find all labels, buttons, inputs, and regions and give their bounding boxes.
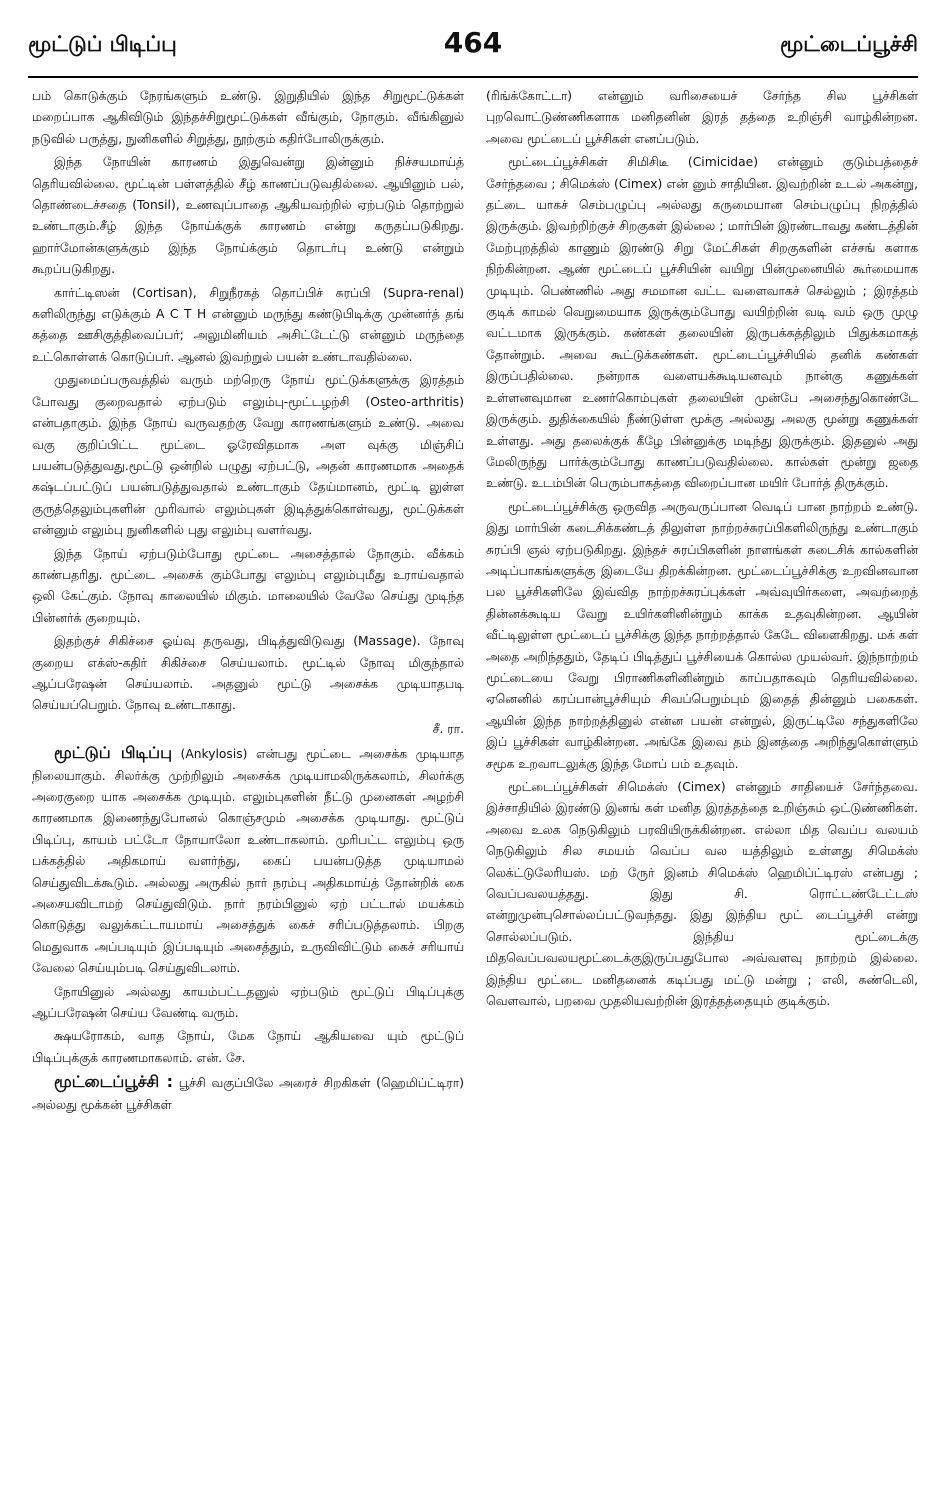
paragraph	[32, 1071, 464, 1116]
paragraph-text: இதற்குச் சிகிச்சை ஓய்வு தருவது, பிடித்துவிடுவது (Massage). நோவு குறைய எக்ஸ்-கதிர் சிகிச்சை செய்யலாம். மூட்டில் நோவு மிகுந்தால் ஆப்பரேஷன் செய்யலாம். அதனுல் மூட்டு அசைக்க முடியாதபடி செய்யப்பெறும். நோவு உண்டாகாது.	[32, 634, 464, 713]
page-number: 464	[443, 26, 503, 59]
entry-heading: மூட்டைப்பூச்சி :	[54, 1072, 173, 1092]
running-head-left: மூட்டுப் பிடிப்பு	[28, 32, 177, 56]
paragraph-text: நோயினுல் அல்லது காயம்பட்டதனுல் ஏற்படும் மூட்டுப் பிடிப்புக்கு ஆப்பரேஷன் செய்ய வேண்டி வரும்.	[32, 984, 464, 1021]
paragraph	[32, 1026, 464, 1069]
paragraph	[486, 152, 918, 495]
paragraph-text: இந்த நோய் ஏற்படும்போது மூட்டை அசைத்தால் நோகும். வீக்கம் காண்பதரிது. மூட்டை அசைக் கும்போது எலும்பு எலும்புமீது உராய்வதால் ஒலி கேட்கும். நோவு காலையில் மிகும். மாலையில் வேலே செய்து முடிந்த பின்னர்க் குறையும்.	[32, 546, 464, 625]
paragraph-text: மூட்டைப்பூச்சிகள் சிமிசிடீ (Cimicidae) என்னும் குடும்பத்தைச் சேர்ந்தவை ; சிமெக்ஸ் (Cimex) என் னும் சாதியின. இவற்றின் உடல் அகன்று, தட்டை யாகச் செம்பழுப்பு அல்லது கருமையான செம்பழுப்பு நிறத்தில் இருக்கும். இவற்றிற்குச் சிறகுகள் இல்லை ; மார்பின் இரண்டாவது கண்டத்தின் மேற்புறத்தில் காணும் இரண்டு சிறு மேட்சிகள் சிறகுகளின் எச்சங் களாக நிற்கின்றன. ஆண் மூட்டைப் பூச்சியின் வயிறு பின்முனையில் கூர்மையாக முடியும். பெண்ணில் அது சமமான வட்ட வளைவாகச் செல்லும் ; இரத்தம் குடிக் காமல் வெறுமையாக இருக்கும்போது வயிற்றின் வடி வம் ஒரு முழு வட்டமாக இருக்கும். கண்கள் தலையின் இருபக்கத்திலும் பிதுக்கமாகத் தோன்றும். அவை கூட்டுக்கண்கள். மூட்டைப்பூச்சியில் தனிக் கண்கள் இருப்பதில்லை. நன்றாக வளையக்கூடியனவும் நான்கு கணுக்கள் உள்ளனவுமான உணர்கொம்புகள் தலையின் முன்பே அசைந்துகொண்டே இருக்கும். துதிக்கையில் நீண்டுள்ள மூக்கு அல்லது அலகு மூன்று கணுக்கள் உள்ளது. அது தலைக்குக் கீழே பின்னுக்கு மடிந்து இருக்கும். இதனுல் அது மேலிருந்து பார்க்கும்போது காணப்படுவதில்லை. கால்கள் மூன்று ஜதை உண்டு. உடம்பின் பெரும்பாகத்தை விறைப்பான மயிர் போர்த் திருக்கும்.	[486, 155, 918, 491]
page-header	[28, 26, 918, 70]
paragraph-text: க்ஷயரோகம், வாத நோய், மேக நோய் ஆகியவை யும் மூட்டுப் பிடிப்புக்குக் காரணமாகலாம். என். சே.	[32, 1029, 464, 1065]
paragraph	[32, 544, 464, 630]
right-column	[486, 86, 918, 1481]
paragraph-text: இந்த நோயின் காரணம் இதுவென்று இன்னும் நிச்சயமாய்த் தெரியவில்லை. மூட்டின் பள்ளத்தில் சீழ் காணப்படுவதில்லை. ஆயினும் பல், தொண்டைச்சதை (Tonsil), உணவுப்பாதை ஆகியவற்றில் ஏற்படும் தொற்றுல் உண்டாகும்.சீழ் இந்த நோய்க்குக் காரணம் என்று கருதப்படுகிறது. ஹார்மோன்களுக்கும் இந்த நோய்க்கும் தொடர்பு உண்டு என்றும் கூறப்படுகிறது.	[32, 155, 464, 277]
paragraph-text: மூட்டைப்பூச்சிகள் சிமெக்ஸ் (Cimex) என்னும் சாதியைச் சேர்ந்தவை. இச்சாதியில் இரண்டு இனங் கள் மனித இரத்தத்தை உறிஞ்சும் ஒட்டுண்ணிகள். அவை உலக நெடுகிலும் பரவியிருக்கின்றன. எல்லா மித வெப்ப வலயம் நெடுகிலும் சில சமயம் வெப்ப வல யத்திலும் உள்ளது சிமெக்ஸ் லெக்ட்டுலேரியஸ். மற் ருேர் இனம் சிமெக்ஸ் ஹெமிப்ட்டிரஸ் என்பது ; வெப்பவலயத்தது. இது சி. ரொட்டண்டேட்டஸ் என்றுமுன்புசொல்லப்பட்டுவந்தது. இது இந்திய மூட் டைப்பூச்சி என்று சொல்லப்படும். இந்திய மூட்டைக்கு மிதவெப்பவலயமூட்டைக்குஇருப்பதுபோல அவ்வளவு நாற்றம் இல்லை. இந்திய மூட்டை மனிதனைக் கடிப்பது மட்டு மன்று ; எலி, சுண்டெலி, வௌவால், பறவை முதலியவற்றின் இரத்தத்தையும் குடிக்கும்.	[486, 780, 918, 1009]
header-rule	[28, 76, 918, 78]
paragraph	[32, 719, 464, 740]
paragraph-text: முதுமைப்பருவத்தில் வரும் மற்றெரு நோய் மூட்டுக்களுக்கு இரத்தம் போவது குறைவதால் ஏற்படும் எலும்பு-மூட்டழற்சி (Osteo-arthritis) என்பதாகும். இந்த நோய் வருவதற்கு வேறு காரணங்களும் உண்டு. அவை வகு குறிப்பிட்ட மூட்டை ஓரேவிதமாக அள வுக்கு மிஞ்சிப் பயன்படுத்துவது.மூட்டு ஒன்றில் பழுது ஏற்பட்டு, அதன் காரணமாக அதைக் கஷ்டப்பட்டுப் பயன்படுத்துவதால் உண்டாகும் தேய்மானம், மூட்டி லுள்ள குருத்தெலும்புகளின் முரிவால் எலும்புகள் இடித்துக்கொள்வது, மூட்டுக்கள் என்னும் எலும்பு நுனிகளில் புது எலும்பு வளர்வது.	[32, 373, 464, 538]
paragraph	[32, 742, 464, 979]
paragraph-text: பம் கொடுக்கும் நேரங்களும் உண்டு. இறுதியில் இந்த சிறுமூட்டுக்கள் மறைப்பாக ஆகிவிடும் இந்தச்சிறுமூட்டுக்கள் வீங்கும், நோகும். வீங்கினுல் நடுவில் பருத்து, நுனிகளில் சிறுத்து, நூற்கும் கதிர்போலிருக்கும்.	[32, 89, 464, 146]
paragraph-text: பூச்சி வகுப்பிலே அரைச் சிறகிகள் (ஹெமிப்ட்டிரா) அல்லது மூக்கன் பூச்சிகள்	[32, 1076, 464, 1112]
paragraph	[486, 86, 918, 150]
entry-heading: மூட்டுப் பிடிப்பு	[54, 743, 172, 763]
paragraph-text: கார்ட்டிஸன் (Cortisan), சிறுநீரகத் தொப்பிச் சுரப்பி (Supra-renal) களிலிருந்து எடுக்கும் A C T H என்னும் மருந்து கண்டுபிடிக்கு முன்னர்த் தங் கத்தை ஊசிகுத்திவைப்பர்; அலுமினியம் அசிட்டேட்டு என்னும் மருந்தை உட்கொள்ளக் கொடுப்பர். ஆனல் இவற்றுல் பயன் உண்டாவதில்லை.	[32, 285, 464, 364]
paragraph	[32, 86, 464, 150]
paragraph	[32, 152, 464, 280]
paragraph-text: மூட்டைப்பூச்சிக்கு ஒருவித அருவருப்பான வெடிப் பான நாற்றம் உண்டு. இது மார்பின் கடைசிக்கண்டத் திலுள்ள நாற்றச்சுரப்பிகளிலிருந்து உண்டாகும் சுரப்பி ஞல் ஏற்படுகிறது. இந்தச் சுரப்பிகளின் நாளங்கள் கடைசிக் கால்களின் அடிப்பாகங்களுக்கு இடையே திறக்கின்றன. மூட்டைப்பூச்சிக்கு உறவினவான பல பூச்சிகளிலே இவ்வித நாற்றச்சுரப்புக்கள் அவ்வுயிர்களை, அவற்றைத் தின்னக்கூடிய வேறு உயிர்களினின்றும் காக்க உதவுகின்றன. ஆயின் வீட்டிலுள்ள மூட்டைப் பூச்சிக்கு இந்த நாற்றத்தால் கேடே விளைகிறது. மக் கள் அதை அறிந்ததும், தேடிப் பிடித்துப் பூச்சியைக் கொல்ல முயல்வர். இந்நாற்றம் மூட்டையை வேறு பிராணிகளினின்றும் காப்பதாகவும் தெரியவில்லை. ஏனெனில் கரப்பான்பூச்சியும் சிவப்பெறும்பும் இதைத் தின்னும் பகைகள். ஆயின் இந்த நாற்றத்தினுல் என்ன பயன் என்றுல், இருட்டிலே சந்துகளிலே இப் பூச்சிகள் வாழ்கின்றன. அங்கே இவை தம் இனத்தை அறிந்துகொள்ளும் சமூக உறவாடலுக்கு இந்த மோப் பம் உதவும்.	[486, 499, 918, 771]
paragraph-text: (Ankylosis) என்பது மூட்டை அசைக்க முடியாத நிலையாகும். சிலர்க்கு முற்றிலும் அசைக்க முடியாமலிருக்கலாம், சிலர்க்கு அரைகுறை யாக அசைக்க முடியும். எலும்புகளின் நீட்டு முனைகள் அழற்சி காரணமாக இணைந்துபோனல் கொஞ்சமும் அசைக்க முடியாது. மூட்டுப் பிடிப்பு, காயம் பட்டோ நோயாலோ உண்டாகலாம். முரிபட்ட எலும்பு ஒரு பக்கத்தில் அதிகமாய் வளர்ந்து, கைப் பயன்படுத்த முடியாமல் செய்துவிடக்கூடும். அல்லது அருகில் நார் நரம்பு அதிகமாய்த் தோன்றிக் கை அசையவிடாமற் செய்துவிடும். நார் நரம்பினுல் ஏற் பட்டால் மயக்கம் கொடுத்து வலுக்கட்டாயமாய் அசைத்துக் கைச் சரிப்படுத்தலாம். பிறகு மெதுவாக அப்படியும் இப்படியும் அசைத்தும், உருவிவிட்டும் கைச் சரியாய் வேலை செய்யும்படி செய்துவிடலாம்.	[32, 747, 464, 976]
paragraph-text: சீ. ரா.	[432, 721, 464, 736]
left-column	[32, 86, 464, 1481]
paragraph	[32, 370, 464, 541]
paragraph	[486, 497, 918, 775]
paragraph-text: (ரிங்க்கோட்டா) என்னும் வரிசையைச் சேர்ந்த சில பூச்சிகள் புறவொட்டுண்ணிகளாக மனிதனின் இரத் தத்தை உறிஞ்சி வாழ்கின்றன. அவை மூட்டைப் பூச்சிகள் எனப்படும்.	[486, 89, 918, 146]
paragraph	[486, 777, 918, 1012]
paragraph	[32, 283, 464, 369]
paragraph	[32, 982, 464, 1025]
running-head-right: மூட்டைப்பூச்சி	[779, 32, 918, 56]
paragraph	[32, 631, 464, 717]
